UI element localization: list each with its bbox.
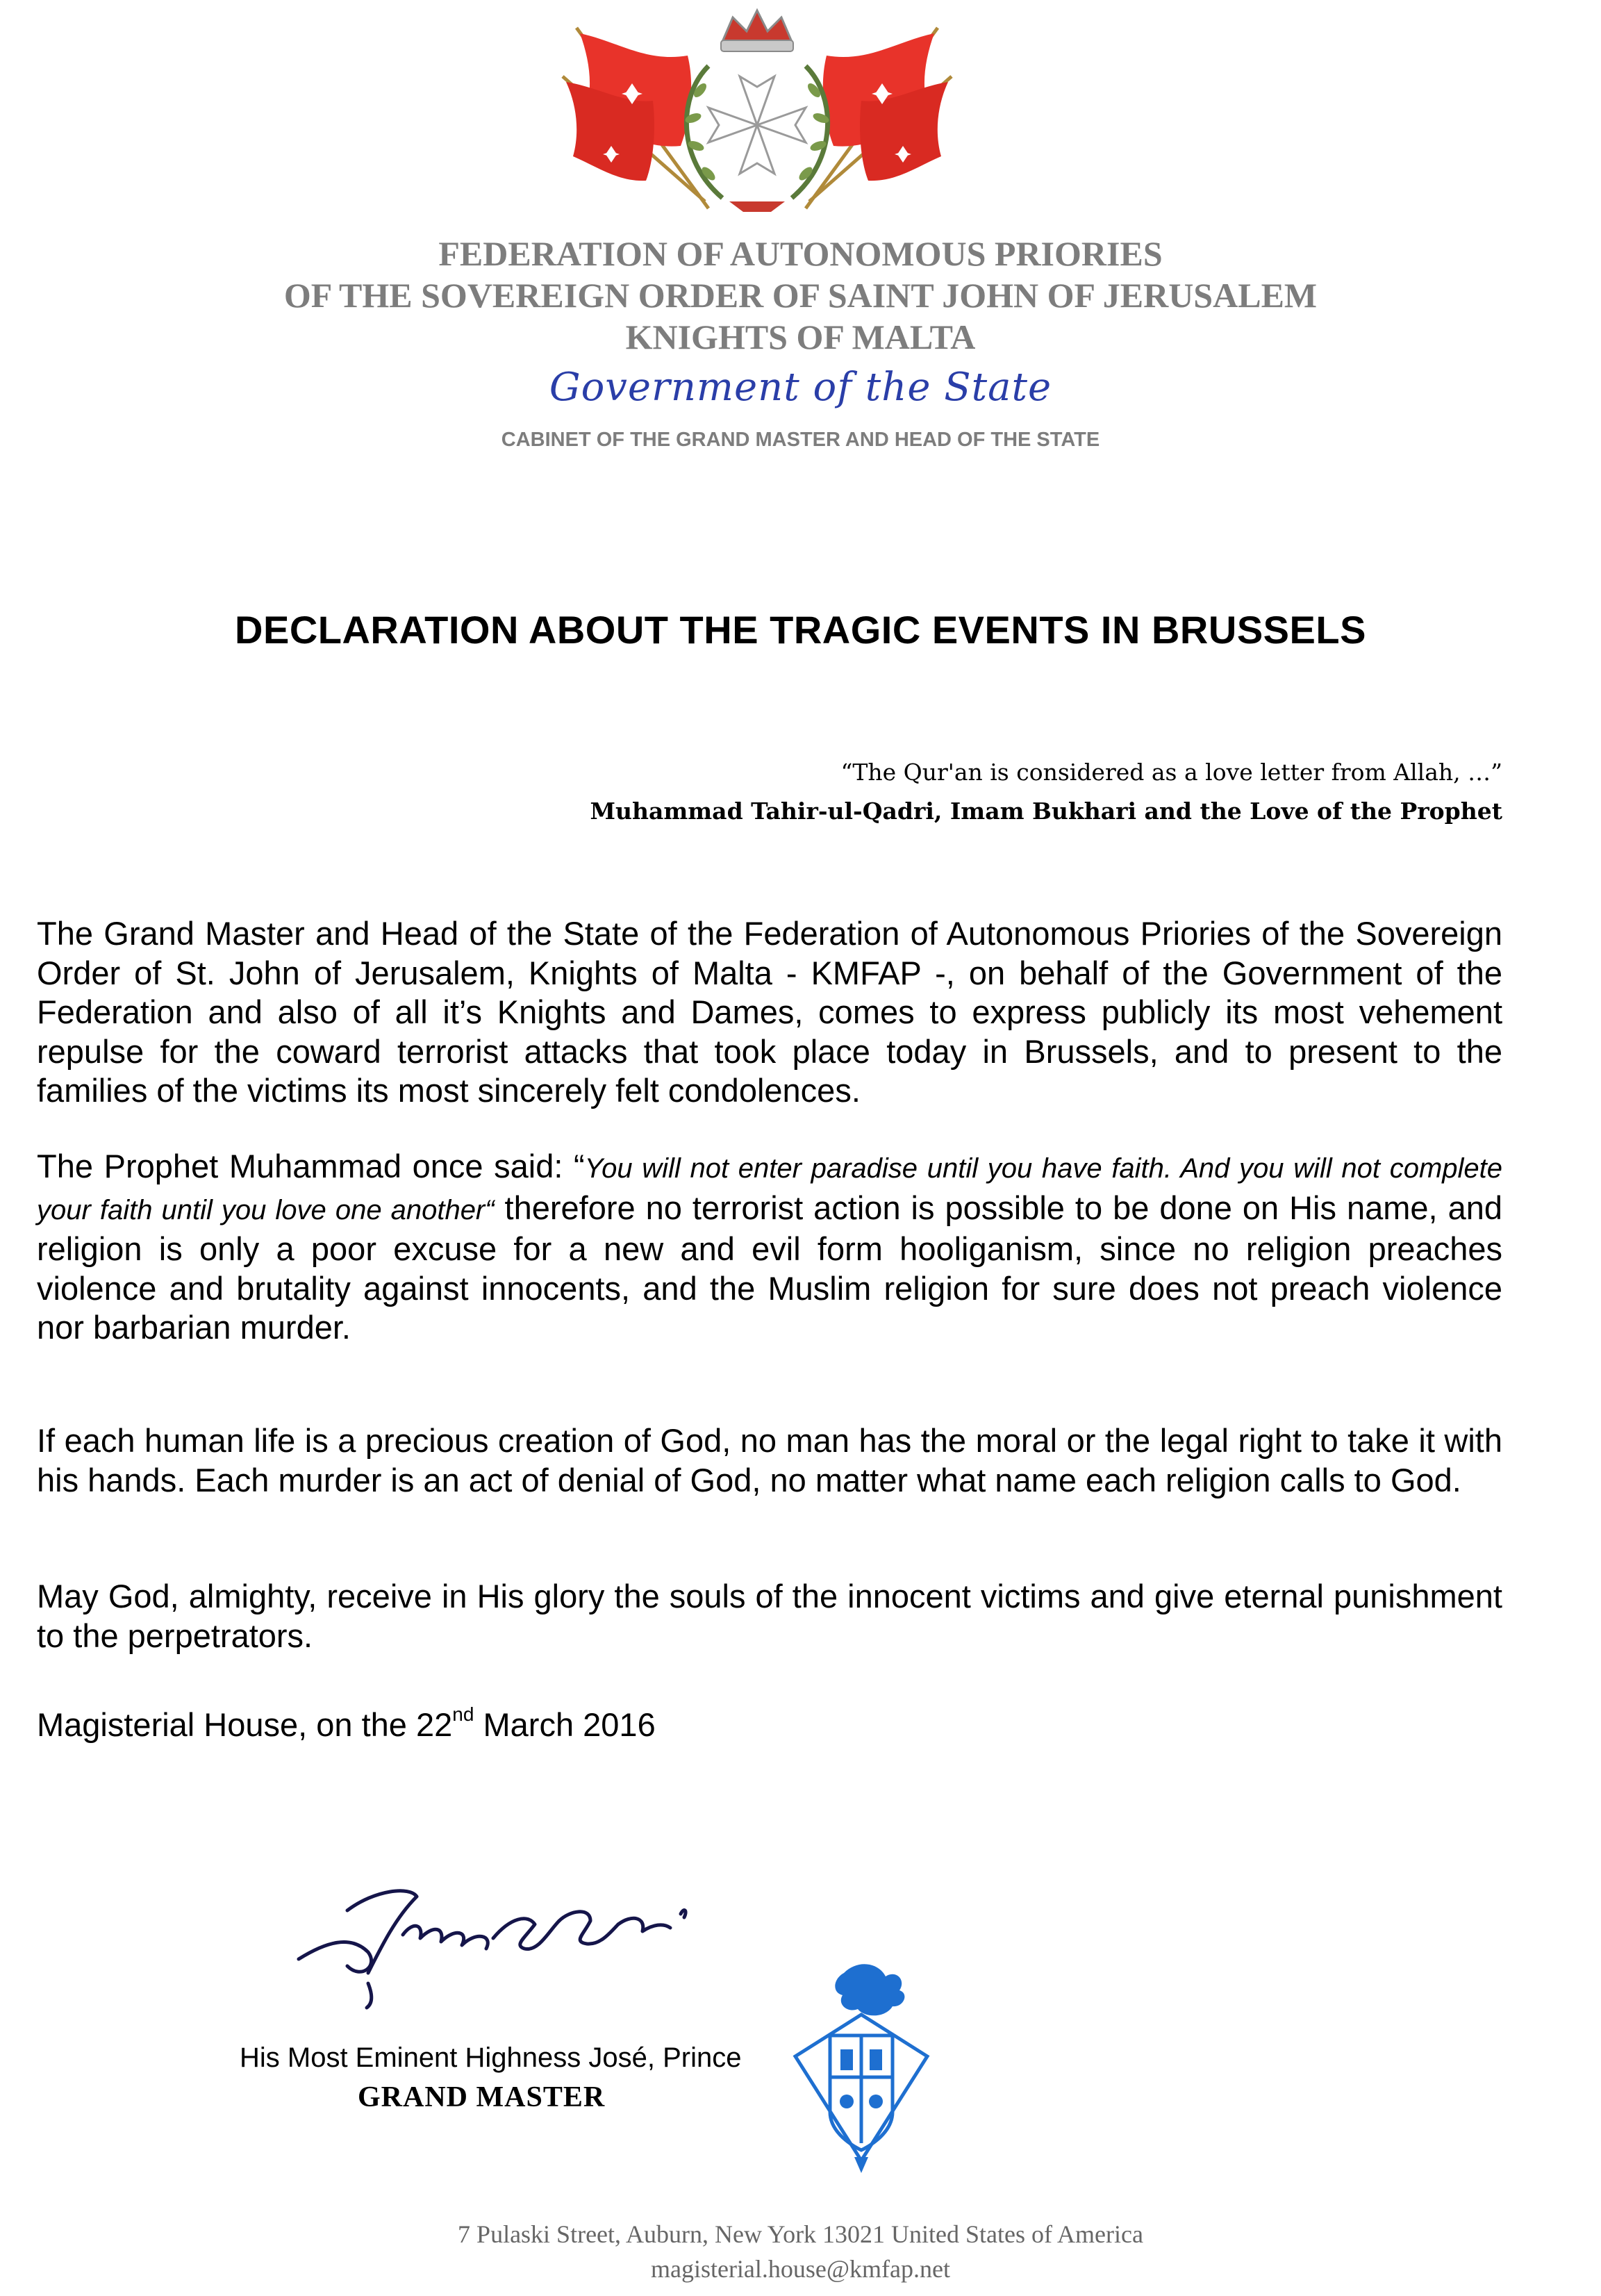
paragraph-3: If each human life is a precious creation of God, no man has the moral or the legal right to take it with his hands. Each murder is an act of denial of God, no matter what name each religion calls to God. [37, 1422, 1502, 1498]
date-line-month-year: March 2016 [474, 1706, 656, 1743]
paragraph-2-rest: therefore no terrorist action is possible to be done on His name, and religion is only a poor excuse for a new and evil form hooliganism, since no religion preaches violence and brutality against innocents, and the Muslim religion for sure does not preach violence nor barbarian murder. [37, 1189, 1502, 1346]
paragraph-4: May God, almighty, receive in His glory the souls of the innocent victims and give eternal punishment to the perpetrators. [37, 1578, 1502, 1654]
letterhead-line-3: KNIGHTS OF MALTA [625, 317, 976, 356]
cabinet-subheading: CABINET OF THE GRAND MASTER AND HEAD OF THE STATE [501, 429, 1100, 451]
paragraph-1: The Grand Master and Head of the State of the Federation of Autonomous Priories of the Sovereign Order of St. John of Jerusalem, Knights of Malta - KMFAP -, on behalf of the Government of the Federation and also of all it’s Knights and Dames, comes to express publicly its most vehement repulse for the coward terrorist attacks that took place today in Brussels, and to present to the families of the victims its most sincerely felt condolences. [37, 915, 1502, 1109]
epigraph-quote: “The Qur'an is considered as a love letter from Allah, …” [840, 759, 1502, 786]
epigraph-source: Muhammad Tahir-ul-Qadri, Imam Bukhari and the Love of the Prophet [590, 798, 1502, 825]
letterhead-line-1: FEDERATION OF AUTONOMOUS PRIORIES [438, 234, 1163, 273]
grand-master-seal [781, 1952, 941, 2174]
signer-title: GRAND MASTER [358, 2081, 606, 2113]
date-ordinal-suffix: nd [452, 1703, 474, 1725]
date-line-text: Magisterial House, on the 22 [37, 1706, 453, 1743]
government-script-heading: Government of the State [549, 365, 1052, 410]
signer-name: His Most Eminent Highness José, Prince [240, 2042, 742, 2073]
footer-address: 7 Pulaski Street, Auburn, New York 13021 United States of America [458, 2220, 1143, 2248]
letterhead-line-2: OF THE SOVEREIGN ORDER OF SAINT JOHN OF JERUSALEM [283, 276, 1318, 315]
paragraph-2 [37, 1147, 1502, 1348]
document-title: DECLARATION ABOUT THE TRAGIC EVENTS IN BRUSSELS [235, 608, 1366, 652]
order-crest-logo [535, 0, 979, 229]
paragraph-2-lead: The Prophet Muhammad once said: “ [37, 1148, 585, 1184]
date-line [37, 1703, 656, 1744]
footer-email: magisterial.house@kmfap.net [650, 2255, 951, 2283]
prophet-quote: You will not enter paradise until you have faith. And you will not complete your faith until you love one another“ [37, 1153, 1502, 1225]
handwritten-signature [285, 1869, 702, 2015]
